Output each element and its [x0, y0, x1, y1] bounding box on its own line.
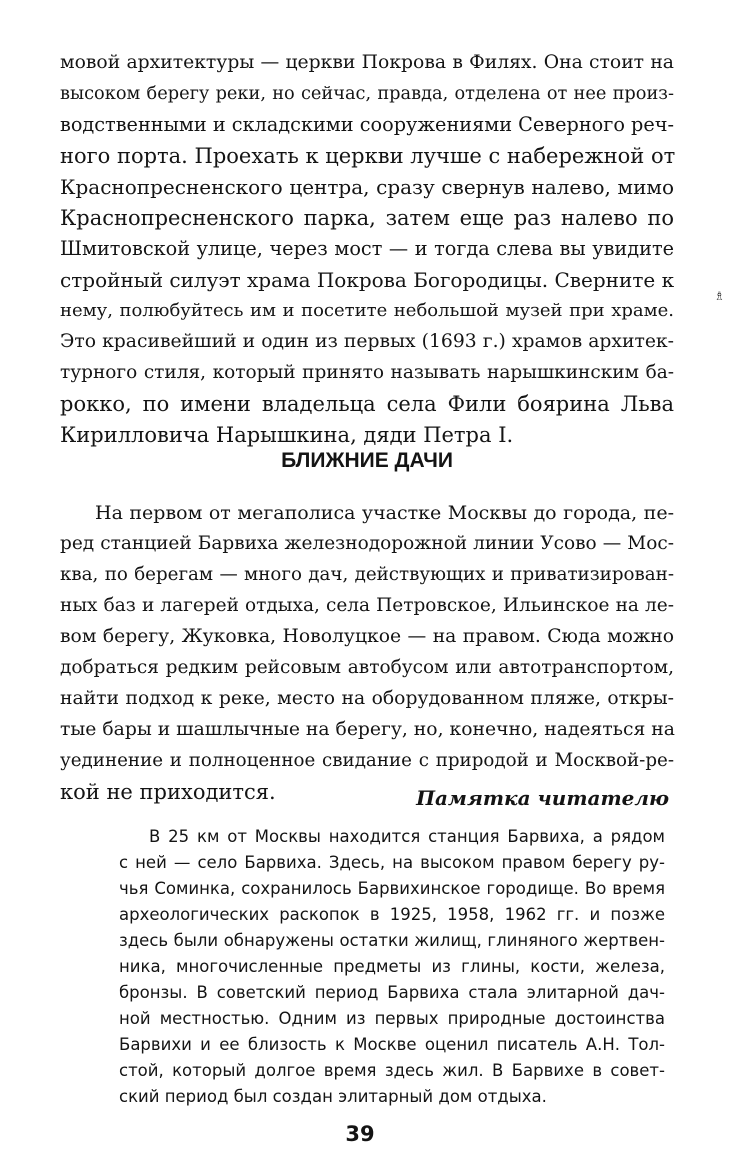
text-line: вом берегу, Жуковка, Новолуцкое — на правом. Сюда можно [60, 626, 674, 647]
margin-mark: ♗ [714, 289, 725, 303]
memo-line: стой, который долгое время здесь жил. В Барвихе в совет- [119, 1061, 665, 1080]
text-line: тые бары и шашлычные на берегу, но, конечно, надеяться на [60, 719, 675, 740]
memo-line: ной местностью. Одним из первых природные достоинства [119, 1009, 665, 1028]
text-line: На первом от мегаполиса участке Москвы до города, пе- [95, 502, 674, 524]
text-line: рокко, по имени владельца села Фили боярина Льва [60, 392, 674, 416]
page-number: 39 [345, 1122, 375, 1146]
text-line: ква, по берегам — много дач, действующих и приватизирован- [60, 564, 674, 585]
text-line: Краснопресненского парка, затем еще раз налево по [60, 206, 674, 230]
text-line: уединение и полноценное свидание с природой и Москвой-ре- [60, 750, 674, 771]
text-line: высоком берегу реки, но сейчас, правда, отделена от нее произ- [60, 84, 674, 104]
memo-line: Барвихи и ее близость к Москве оценил писатель А.Н. Тол- [119, 1035, 665, 1054]
text-line: ных баз и лагерей отдыха, села Петровское, Ильинское на ле- [60, 595, 674, 616]
memo-line: В 25 км от Москвы находится станция Барвиха, а рядом [149, 827, 665, 846]
text-line: Это красивейший и один из первых (1693 г.) храмов архитек- [60, 331, 674, 352]
text-line: Шмитовской улице, через мост — и тогда слева вы увидите [60, 237, 674, 260]
text-line: кой не приходится. [60, 780, 276, 804]
memo-line: чья Соминка, сохранилось Барвихинское городище. Во время [119, 879, 665, 898]
text-line: мовой архитектуры — церкви Покрова в Филях. Она стоит на [60, 52, 674, 73]
section-heading: БЛИЖНИЕ ДАЧИ [281, 449, 453, 472]
memo-line: археологических раскопок в 1925, 1958, 1962 гг. и позже [119, 905, 665, 924]
memo-line: здесь были обнаружены остатки жилищ, глиняного жертвен- [119, 931, 665, 950]
memo-line: ника, многочисленные предметы из глины, кости, железа, [119, 957, 665, 976]
memo-line: ский период был создан элитарный дом отдыха. [119, 1087, 547, 1106]
memo-line: с ней — село Барвиха. Здесь, на высоком правом берегу ру- [119, 853, 665, 872]
text-line: турного стиля, который принято называть нарышкинским ба- [60, 362, 674, 383]
memo-title: Памятка читателю [416, 786, 669, 810]
text-line: Кирилловича Нарышкина, дяди Петра I. [60, 423, 514, 447]
text-line: нему, полюбуйтесь им и посетите небольшой музей при храме. [60, 300, 674, 321]
text-line: ред станцией Барвиха железнодорожной линии Усово — Мос- [60, 533, 674, 554]
memo-line: бронзы. В советский период Барвиха стала элитарной дач- [119, 983, 665, 1002]
text-line: Краснопресненского центра, сразу свернув налево, мимо [60, 175, 674, 199]
text-line: стройный силуэт храма Покрова Богородицы. Сверните к [60, 268, 675, 292]
text-line: добраться редким рейсовым автобусом или автотранспортом, [60, 657, 674, 678]
text-line: найти подход к реке, место на оборудованном пляже, откры- [60, 688, 674, 709]
text-line: ного порта. Проехать к церкви лучше с набережной от [60, 144, 676, 168]
text-line: водственными и складскими сооружениями Северного реч- [60, 113, 674, 136]
